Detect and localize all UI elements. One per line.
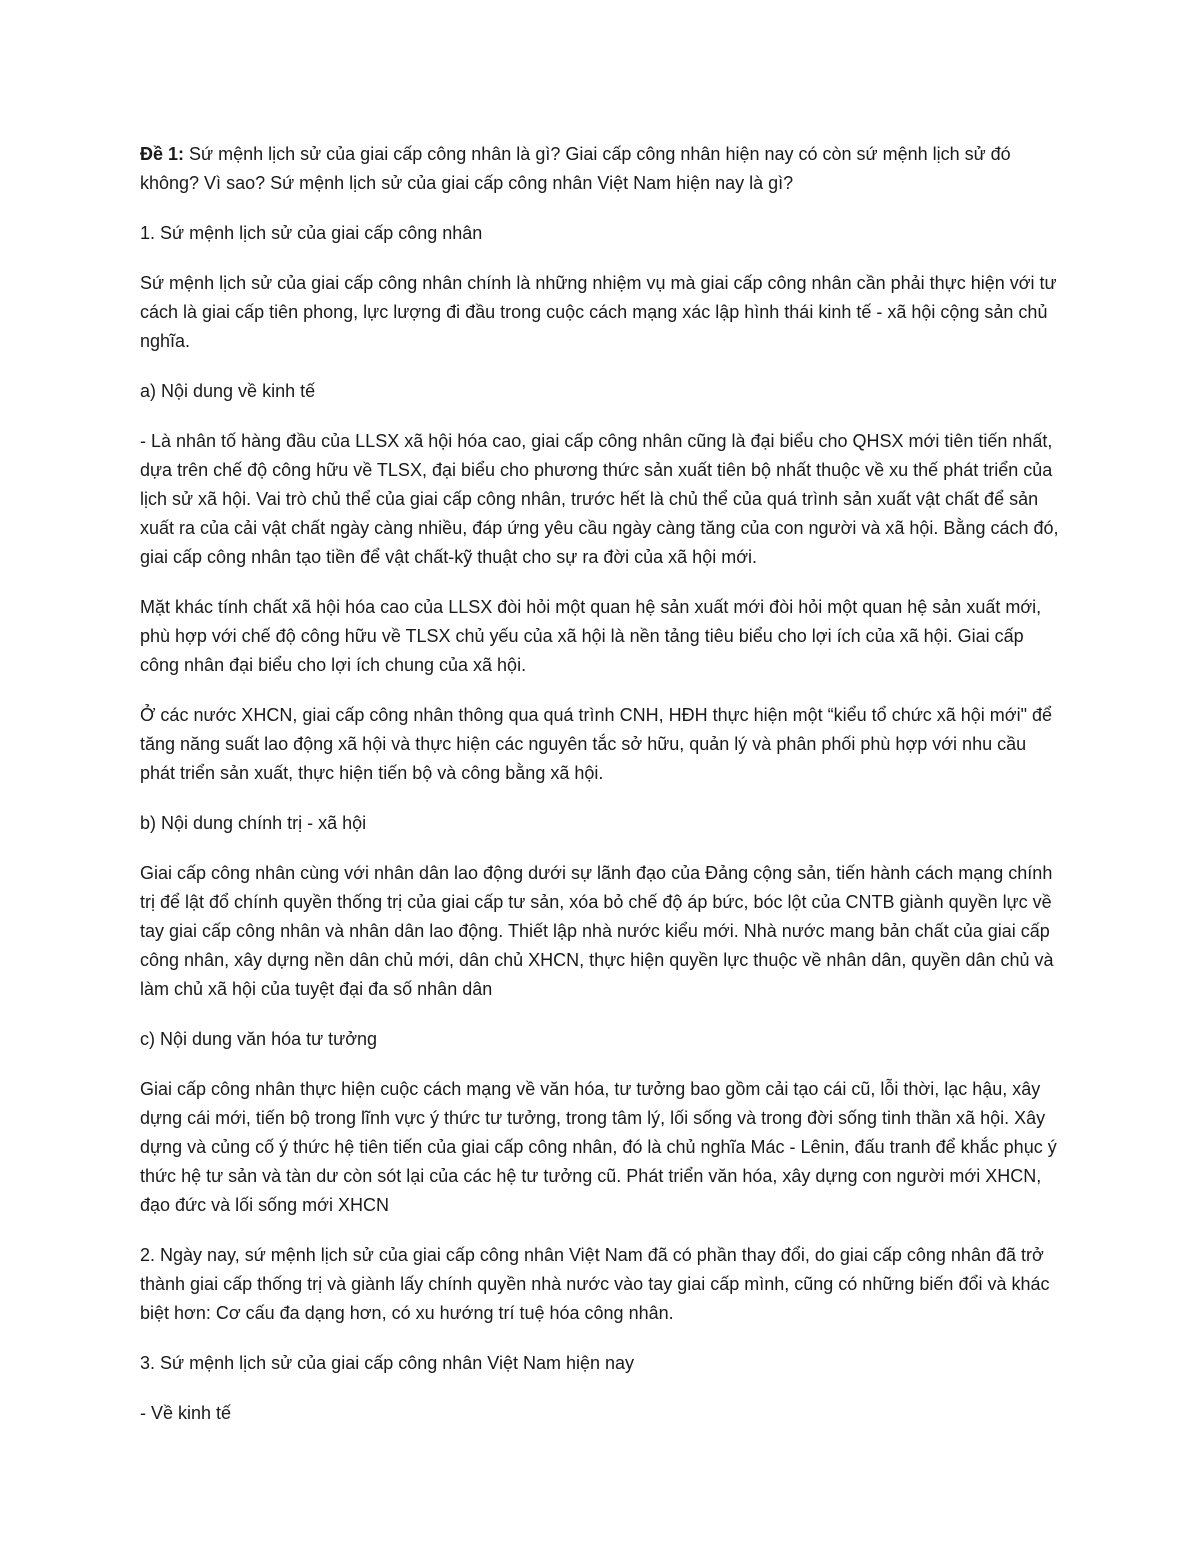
section-1a-paragraph-3: Ở các nước XHCN, giai cấp công nhân thông qua quá trình CNH, HĐH thực hiện một “kiểu tổ chức xã hội mới" để tăng năng suất lao động xã hội và thực hiện các nguyên tắc sở hữu, quản lý và phân phối phù hợp với nhu cầu phát triển sản xuất, thực hiện tiến bộ và công bằng xã hội. bbox=[140, 705, 1052, 783]
section-1a-paragraph-2: Mặt khác tính chất xã hội hóa cao của LLSX đòi hỏi một quan hệ sản xuất mới đòi hỏi một quan hệ sản xuất mới, phù hợp với chế độ công hữu về TLSX chủ yếu của xã hội là nền tảng tiêu biểu cho lợi ích của xã hội. Giai cấp công nhân đại biểu cho lợi ích chung của xã hội. bbox=[140, 597, 1042, 675]
section-3-item-1: - Về kinh tế bbox=[140, 1403, 232, 1423]
document-body bbox=[140, 140, 1065, 1449]
section-1-heading: 1. Sứ mệnh lịch sử của giai cấp công nhân bbox=[140, 223, 483, 243]
section-1c-heading: c) Nội dung văn hóa tư tưởng bbox=[140, 1029, 378, 1049]
section-1-intro: Sứ mệnh lịch sử của giai cấp công nhân chính là những nhiệm vụ mà giai cấp công nhân cần phải thực hiện với tư cách là giai cấp tiên phong, lực lượng đi đầu trong cuộc cách mạng xác lập hình thái kinh tế - xã hội cộng sản chủ nghĩa. bbox=[140, 273, 1057, 351]
section-1c-paragraph-1: Giai cấp công nhân thực hiện cuộc cách mạng về văn hóa, tư tưởng bao gồm cải tạo cái cũ, lỗi thời, lạc hậu, xây dựng cái mới, tiến bộ trong lĩnh vực ý thức tư tưởng, trong tâm lý, lối sống và trong đời sống tinh thần xã hội. Xây dựng và củng cố ý thức hệ tiên tiến của giai cấp công nhân, đó là chủ nghĩa Mác - Lênin, đấu tranh để khắc phục ý thức hệ tư sản và tàn dư còn sót lại của các hệ tư tưởng cũ. Phát triển văn hóa, xây dựng con người mới XHCN, đạo đức và lối sống mới XHCN bbox=[140, 1079, 1057, 1215]
section-1a-paragraph-1: - Là nhân tố hàng đầu của LLSX xã hội hóa cao, giai cấp công nhân cũng là đại biểu cho QHSX mới tiên tiến nhất, dựa trên chế độ công hữu về TLSX, đại biểu cho phương thức sản xuất tiên bộ nhất thuộc về xu thế phát triển của lịch sử xã hội. Vai trò chủ thể của giai cấp công nhân, trước hết là chủ thể của quá trình sản xuất vật chất để sản xuất ra của cải vật chất ngày càng nhiều, đáp ứng yêu cầu ngày càng tăng của con người và xã hội. Bằng cách đó, giai cấp công nhân tạo tiền để vật chất-kỹ thuật cho sự ra đời của xã hội mới. bbox=[140, 431, 1059, 567]
section-1a-heading: a) Nội dung về kinh tế bbox=[140, 381, 316, 401]
section-1b-paragraph-1: Giai cấp công nhân cùng với nhân dân lao động dưới sự lãnh đạo của Đảng cộng sản, tiến hành cách mạng chính trị để lật đổ chính quyền thống trị của giai cấp tư sản, xóa bỏ chế độ áp bức, bóc lột của CNTB giành quyền lực về tay giai cấp công nhân và nhân dân lao động. Thiết lập nhà nước kiểu mới. Nhà nước mang bản chất của giai cấp công nhân, xây dựng nền dân chủ mới, dân chủ XHCN, thực hiện quyền lực thuộc về nhân dân, quyền dân chủ và làm chủ xã hội của tuyệt đại đa số nhân dân bbox=[140, 863, 1054, 999]
question-text: Sứ mệnh lịch sử của giai cấp công nhân là gì? Giai cấp công nhân hiện nay có còn sứ mệnh lịch sử đó không? Vì sao? Sứ mệnh lịch sử của giai cấp công nhân Việt Nam hiện nay là gì? bbox=[140, 144, 1011, 193]
question-label: Đề 1: bbox=[140, 144, 185, 164]
question-paragraph bbox=[140, 140, 1065, 198]
section-1b-heading: b) Nội dung chính trị - xã hội bbox=[140, 813, 367, 833]
section-2-paragraph: 2. Ngày nay, sứ mệnh lịch sử của giai cấp công nhân Việt Nam đã có phần thay đổi, do giai cấp công nhân đã trở thành giai cấp thống trị và giành lấy chính quyền nhà nước vào tay giai cấp mình, cũng có những biến đổi và khác biệt hơn: Cơ cấu đa dạng hơn, có xu hướng trí tuệ hóa công nhân. bbox=[140, 1245, 1050, 1323]
section-3-heading: 3. Sứ mệnh lịch sử của giai cấp công nhân Việt Nam hiện nay bbox=[140, 1353, 635, 1373]
